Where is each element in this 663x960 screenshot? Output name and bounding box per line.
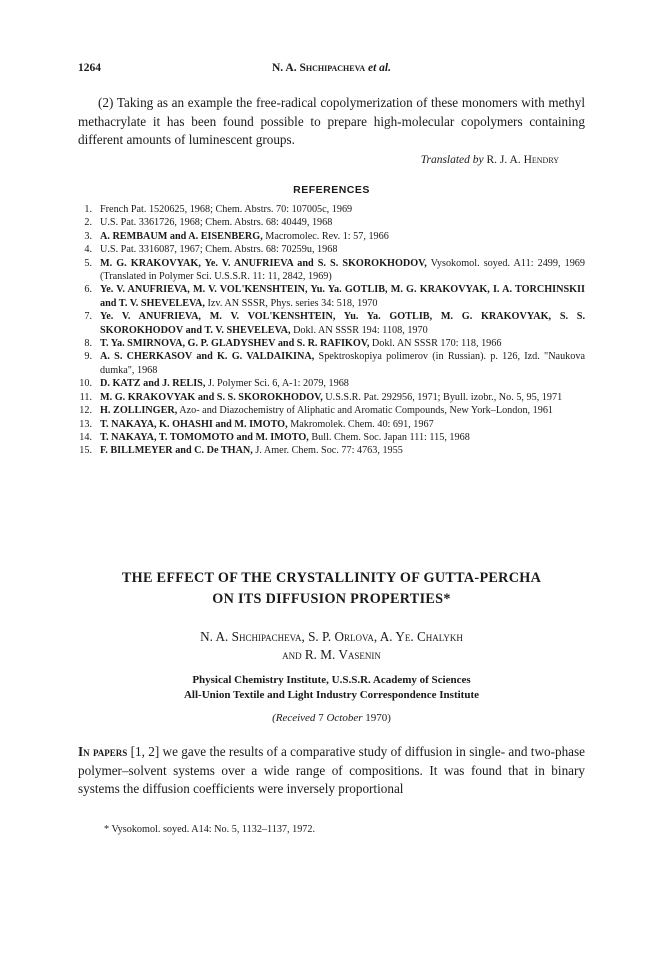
reference-authors: H. ZOLLINGER, bbox=[100, 405, 178, 417]
translated-label: Translated by bbox=[420, 154, 484, 166]
footnote: * Vysokomol. soyed. A14: No. 5, 1132–1137, 1972. bbox=[104, 824, 316, 835]
references-heading: REFERENCES bbox=[293, 184, 370, 196]
reference-number: 1. bbox=[84, 204, 92, 215]
page-number: 1264 bbox=[78, 62, 101, 74]
affiliations bbox=[0, 673, 663, 702]
running-etal: et al. bbox=[368, 62, 391, 74]
article-authors bbox=[0, 628, 663, 664]
reference-citation: Bull. Chem. Soc. Japan 111: 115, 1968 bbox=[308, 431, 470, 443]
reference-citation: French Pat. 1520625, 1968; Chem. Abstrs. 70: 107005c, 1969 bbox=[100, 204, 353, 215]
reference-citation: U.S. Pat. 3361726, 1968; Chem. Abstrs. 68: 40449, 1968 bbox=[100, 217, 333, 229]
affiliation-2: All-Union Textile and Light Industry Correspondence Institute bbox=[183, 688, 479, 701]
reference-citation: Macromolec. Rev. 1: 57, 1966 bbox=[262, 230, 389, 242]
reference-number: 10. bbox=[79, 378, 92, 390]
reference-number: 8. bbox=[84, 338, 92, 350]
reference-citation: J. Polymer Sci. 6, A-1: 2079, 1968 bbox=[205, 378, 349, 390]
reference-item bbox=[78, 243, 585, 256]
references-list bbox=[78, 203, 585, 458]
running-author: N. A. Shchipacheva bbox=[271, 62, 366, 74]
reference-authors: D. KATZ and J. RELIS, bbox=[100, 378, 206, 390]
intro-paragraph bbox=[78, 743, 585, 799]
reference-citation: Vysokomol. soyed. A11: 2499, 1969 (Translated in Polymer Sci. U.S.S.R. 11: 11, 2842, 1969) bbox=[100, 257, 585, 283]
reference-number: 6. bbox=[84, 284, 92, 296]
reference-number: 15. bbox=[79, 445, 92, 457]
reference-citation: U.S. Pat. 3316087, 1967; Chem. Abstrs. 68: 70259u, 1968 bbox=[100, 244, 338, 256]
reference-item bbox=[78, 431, 585, 444]
title-line-1: THE EFFECT OF THE CRYSTALLINITY OF GUTTA-PERCHA bbox=[121, 570, 542, 586]
reference-citation: Spektroskopiya polimerov (in Russian). p. 126, Izd. "Naukova dumka", 1968 bbox=[100, 351, 585, 376]
reference-authors: T. Ya. SMIRNOVA, G. P. GLADYSHEV and S. R. RAFIKOV, bbox=[100, 338, 370, 350]
reference-number: 12. bbox=[79, 405, 92, 417]
intro-smallcaps: In papers bbox=[78, 744, 128, 759]
reference-authors: Ye. V. ANUFRIEVA, M. V. VOL'KENSHTEIN, Yu. Ya. GOTLIB, M. G. KRAKOVYAK, I. A. TORCHINSKII and T. V. SHEVELEVA, bbox=[100, 284, 585, 309]
running-head bbox=[78, 62, 585, 74]
reference-item bbox=[78, 203, 585, 216]
authors-line-1: N. A. Shchipacheva, S. P. Orlova, A. Ye. Chalykh bbox=[200, 629, 463, 644]
reference-number: 9. bbox=[84, 351, 92, 363]
reference-item bbox=[78, 337, 585, 350]
reference-item bbox=[78, 310, 585, 337]
reference-item bbox=[78, 257, 585, 284]
intro-text: [1, 2] we gave the results of a comparative study of diffusion in single- and two-phase polymer–solvent systems over a wide range of compositions. It was found that in binary systems the diffusion coefficients were inversely proportional bbox=[78, 744, 585, 797]
reference-number: 3. bbox=[84, 230, 92, 242]
conclusion-paragraph: (2) Taking as an example the free-radical copolymerization of these monomers with methyl methacrylate it has been found possible to prepare high-molecular copolymers containing different amounts of luminescent groups. bbox=[78, 95, 585, 148]
affiliation-1: Physical Chemistry Institute, U.S.S.R. Academy of Sciences bbox=[192, 674, 471, 686]
reference-number: 13. bbox=[79, 418, 92, 430]
reference-authors: T. NAKAYA, K. OHASHI and M. IMOTO, bbox=[100, 418, 288, 430]
reference-number: 4. bbox=[84, 244, 92, 256]
reference-authors: M. G. KRAKOVYAK and S. S. SKOROKHODOV, bbox=[100, 391, 323, 403]
reference-item bbox=[78, 391, 585, 404]
reference-authors: M. G. KRAKOVYAK, Ye. V. ANUFRIEVA and S. S. SKOROKHODOV, bbox=[100, 257, 427, 269]
reference-number: 5. bbox=[84, 257, 92, 269]
reference-citation: Dokl. AN SSSR 170: 118, 1966 bbox=[369, 338, 502, 350]
reference-authors: A. S. CHERKASOV and K. G. VALDAIKINA, bbox=[100, 351, 315, 363]
received-day: 7 bbox=[318, 712, 324, 724]
reference-item bbox=[78, 377, 585, 390]
reference-citation: Makromolek. Chem. 40: 691, 1967 bbox=[287, 418, 434, 430]
reference-item bbox=[78, 404, 585, 417]
reference-authors: F. BILLMEYER and C. De THAN, bbox=[100, 445, 253, 457]
authors-line-2: and R. M. Vasenin bbox=[282, 647, 381, 662]
reference-number: 2. bbox=[84, 217, 92, 229]
reference-item bbox=[78, 444, 585, 457]
reference-number: 11. bbox=[79, 391, 92, 403]
reference-item bbox=[78, 350, 585, 377]
reference-citation: J. Amer. Chem. Soc. 77: 4763, 1955 bbox=[252, 445, 403, 457]
reference-authors: A. REMBAUM and A. EISENBERG, bbox=[100, 230, 263, 242]
translator-name: R. J. A. Hendry bbox=[486, 154, 559, 166]
reference-citation: Azo- and Diazochemistry of Aliphatic and Aromatic Compounds, New York–London, 1961 bbox=[177, 405, 554, 417]
reference-citation: Dokl. AN SSSR 194: 1108, 1970 bbox=[290, 324, 428, 336]
received-label: (Received bbox=[272, 712, 316, 724]
reference-citation: Izv. AN SSSR, Phys. series 34: 518, 1970 bbox=[204, 297, 378, 309]
received-year: 1970) bbox=[365, 712, 391, 724]
received-date bbox=[0, 712, 663, 724]
page-header bbox=[78, 62, 585, 80]
reference-authors: T. NAKAYA, T. TOMOMOTO and M. IMOTO, bbox=[100, 431, 309, 443]
reference-number: 14. bbox=[79, 431, 92, 443]
translation-credit bbox=[421, 154, 559, 166]
received-month: October bbox=[326, 712, 363, 724]
reference-citation: U.S.S.R. Pat. 292956, 1971; Byull. izobr., No. 5, 95, 1971 bbox=[322, 391, 563, 403]
article-title bbox=[0, 568, 663, 610]
title-line-2: ON ITS DIFFUSION PROPERTIES* bbox=[212, 591, 451, 607]
reference-authors: Ye. V. ANUFRIEVA, M. V. VOL'KENSHTEIN, Yu. Ya. GOTLIB, M. G. KRAKOVYAK, S. S. SKOROKHODOV and T. V. SHEVELEVA, bbox=[100, 311, 585, 336]
reference-number: 7. bbox=[84, 311, 92, 323]
reference-item bbox=[78, 230, 585, 243]
reference-item bbox=[78, 418, 585, 431]
reference-item bbox=[78, 216, 585, 229]
reference-item bbox=[78, 283, 585, 310]
